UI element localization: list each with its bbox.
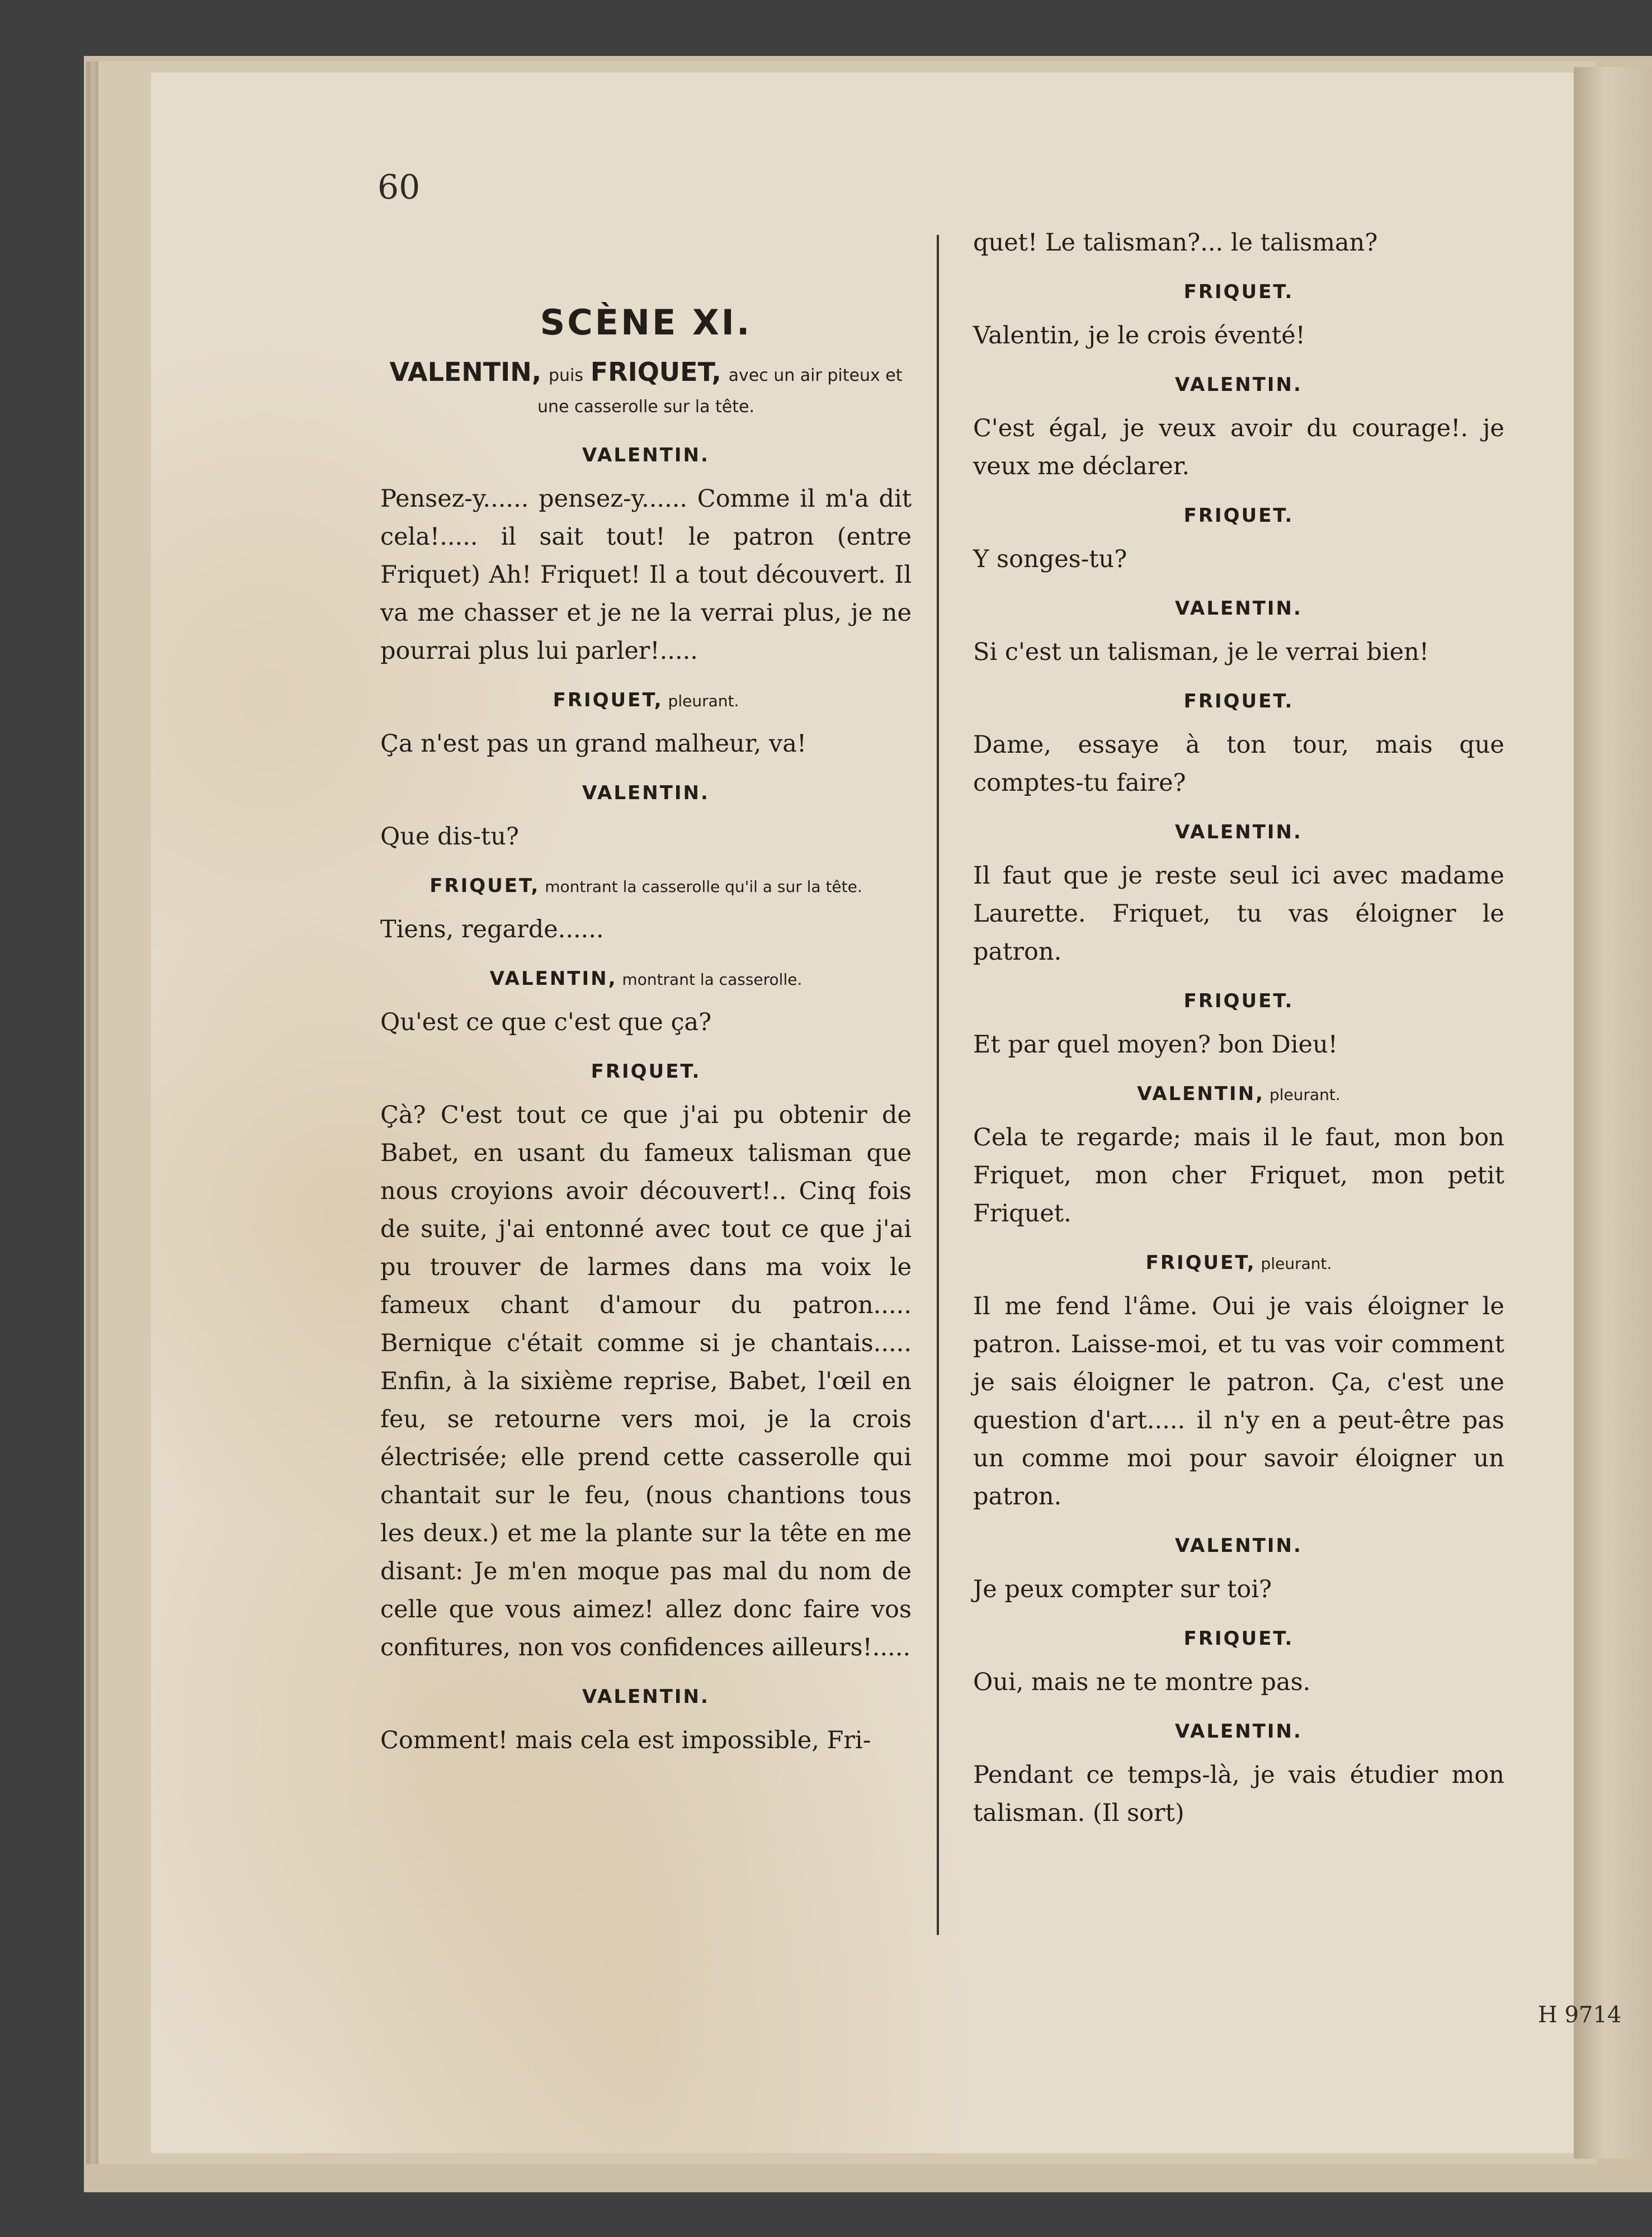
- speaker-name: VALENTIN.: [582, 1686, 710, 1708]
- speaker-name: VALENTIN.: [1175, 1535, 1302, 1557]
- stage-direction: pleurant.: [663, 692, 739, 710]
- speaker-name: FRIQUET.: [1183, 504, 1294, 527]
- dialogue-text: quet! Le talisman?... le talisman?: [973, 229, 1378, 257]
- stage-direction: pleurant.: [1264, 1086, 1341, 1104]
- cast-join: puis: [548, 366, 584, 385]
- cast-name-2: FRIQUET,: [590, 357, 721, 387]
- scene-title: SCÈNE XI.: [540, 302, 752, 343]
- speaker-name: VALENTIN.: [582, 782, 710, 804]
- speaker-name: VALENTIN, pleurant.: [1137, 1083, 1341, 1105]
- dialogue-text: Il faut que je reste seul ici avec madame Laurette. Friquet, tu vas éloigner le patron.: [973, 862, 1504, 966]
- dialogue-text: C'est égal, je veux avoir du courage!. je veux me déclarer.: [973, 414, 1504, 480]
- cast-line: [380, 357, 912, 422]
- page-number: 60: [377, 168, 421, 207]
- left-column: [380, 302, 912, 1759]
- dialogue-text: Oui, mais ne te montre pas.: [973, 1668, 1311, 1696]
- dialogue-text: Valentin, je le crois éventé!: [973, 322, 1305, 350]
- speaker-name: VALENTIN.: [1175, 821, 1302, 843]
- speaker-name: VALENTIN.: [1175, 597, 1302, 620]
- speaker-name: FRIQUET.: [1183, 1627, 1294, 1650]
- speaker-name: VALENTIN, montrant la casserolle.: [489, 968, 803, 990]
- dialogue-text: Il me fend l'âme. Oui je vais éloigner le patron. Laisse-moi, et tu vas voir comment je sais éloigner le patron. Ça, c'est une question d'art..... il n'y en a peut-être pas un comme moi pour savoir éloigner un patron.: [973, 1292, 1504, 1511]
- speaker-name: FRIQUET.: [1183, 281, 1294, 303]
- speaker-name: FRIQUET, montrant la casserolle qu'il a sur la tête.: [429, 875, 862, 897]
- dialogue-text: Cela te regarde; mais il le faut, mon bon Friquet, mon cher Friquet, mon petit Friquet.: [973, 1124, 1504, 1228]
- left-dialogue: [380, 444, 912, 1759]
- stage-direction: montrant la casserolle.: [617, 970, 803, 989]
- right-dialogue: [973, 224, 1504, 1832]
- speaker-name: VALENTIN.: [1175, 1720, 1302, 1743]
- speaker-name: FRIQUET, pleurant.: [1145, 1252, 1332, 1274]
- dialogue-text: Qu'est ce que c'est que ça?: [380, 1008, 712, 1036]
- dialogue-text: Ça n'est pas un grand malheur, va!: [380, 730, 807, 758]
- speaker-name: FRIQUET.: [1183, 990, 1294, 1012]
- dialogue-text: Pendant ce temps-là, je vais étudier mon talisman. (Il sort): [973, 1761, 1504, 1827]
- cast-name-1: VALENTIN,: [389, 357, 542, 387]
- shelfmark: H 9714: [1538, 2002, 1622, 2028]
- stage-direction: montrant la casserolle qu'il a sur la tête.: [540, 877, 862, 896]
- speaker-name: FRIQUET.: [1183, 690, 1294, 712]
- dialogue-text: Çà? C'est tout ce que j'ai pu obtenir de Babet, en usant du fameux talisman que nous croyions avoir découvert!.. Cinq fois de suite, j'ai entonné avec tout ce que j'ai pu trouver de larmes dans ma voix le fameux chant d'amour du patron..... Bernique c'était comme si je chantais..... Enfin, à la sixième reprise, Babet, l'œil en feu, se retourne vers moi, je la crois électrisée; elle prend cette casserolle qui chantait sur le feu, (nous chantions tous les deux.) et me la plante sur la tête en me disant: Je m'en moque pas mal du nom de celle que vous aimez! allez donc faire vos confitures, non vos confidences ailleurs!.....: [380, 1101, 912, 1662]
- dialogue-text: Tiens, regarde......: [380, 915, 604, 943]
- cast-direction: avec un air piteux et une casserolle sur la tête.: [537, 366, 903, 417]
- right-column: [973, 224, 1504, 1832]
- dialogue-text: Si c'est un talisman, je le verrai bien!: [973, 638, 1429, 666]
- dialogue-text: Je peux compter sur toi?: [973, 1575, 1272, 1603]
- speaker-name: VALENTIN.: [582, 444, 710, 466]
- dialogue-text: Pensez-y...... pensez-y...... Comme il m'a dit cela!..... il sait tout! le patron (entre Friquet) Ah! Friquet! Il a tout découvert. Il va me chasser et je ne la verrai plus, je ne pourrai plus lui parler!.....: [380, 485, 912, 665]
- dialogue-text: Et par quel moyen? bon Dieu!: [973, 1031, 1338, 1059]
- facing-page-edge: [1574, 67, 1652, 2159]
- dialogue-text: Que dis-tu?: [380, 823, 519, 851]
- stage-direction: pleurant.: [1255, 1254, 1332, 1273]
- speaker-name: VALENTIN.: [1175, 374, 1302, 396]
- speaker-name: FRIQUET.: [591, 1060, 701, 1083]
- dialogue-text: Y songes-tu?: [973, 545, 1127, 573]
- dialogue-text: Dame, essaye à ton tour, mais que comptes-tu faire?: [973, 731, 1504, 797]
- column-divider: [937, 235, 939, 1935]
- dialogue-text: Comment! mais cela est impossible, Fri-: [380, 1726, 871, 1754]
- speaker-name: FRIQUET, pleurant.: [553, 689, 739, 711]
